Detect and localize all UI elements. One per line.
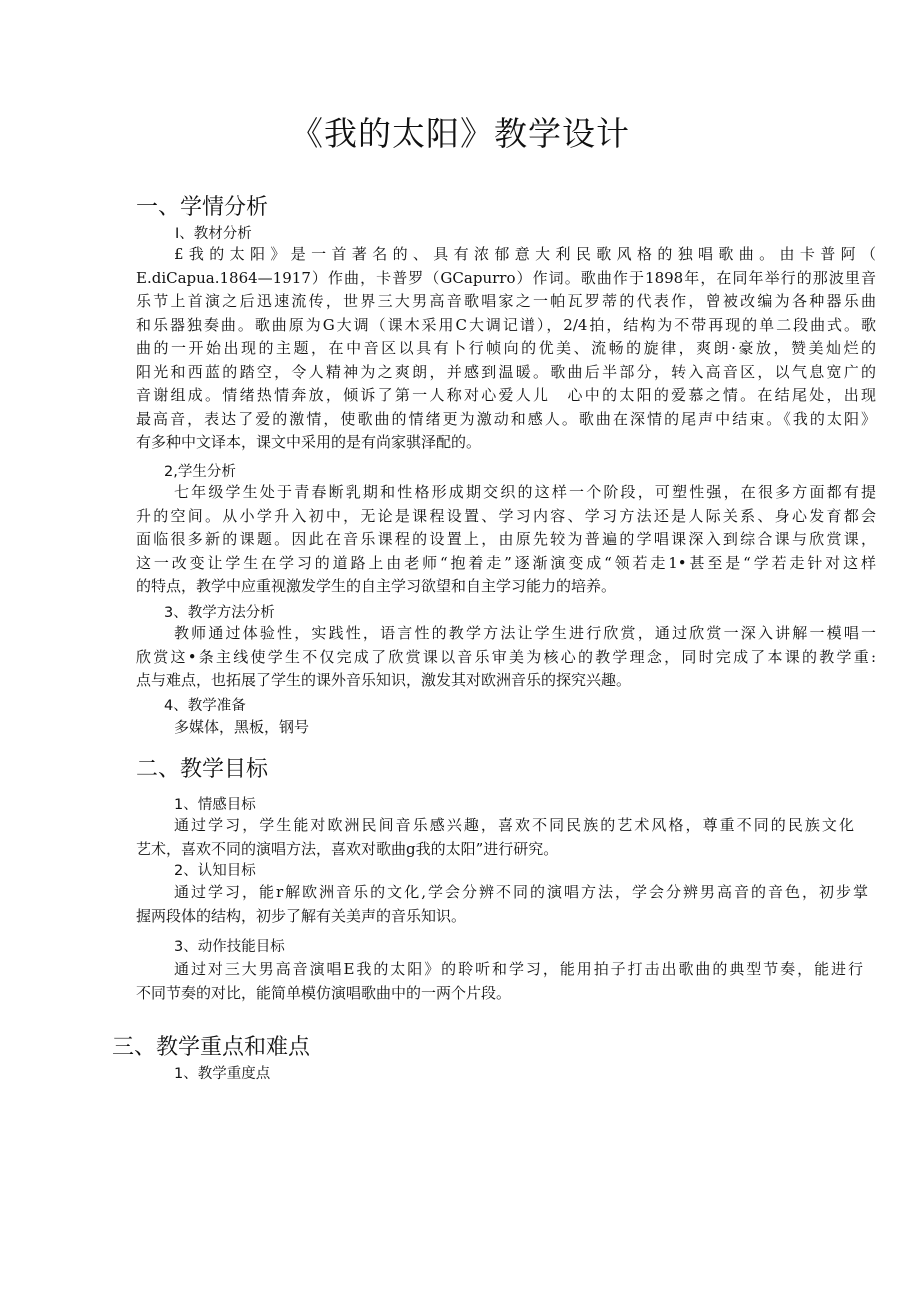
paragraph-1-4: 多媒体，黑板，钢号: [174, 718, 310, 736]
text-line: 乐节上首演之后迅速流传，世界三大男高音歌唱家之一帕瓦罗蒂的代表作，曾被改编为各种器乐曲: [136, 292, 876, 310]
section-2-heading: 二、教学目标: [136, 757, 269, 782]
text-line: 阳光和西蓝的踏空，令人精神为之爽朗，并感到温暖。歌曲后半部分，转入高音区，以气息宽广的: [136, 362, 876, 381]
text-line: 欣赏这•条主线使学生不仅完成了欣赏课以音乐审美为核心的教学理念，同时完成了本课的教学重:: [136, 647, 876, 666]
paragraph-2-1: [136, 814, 854, 861]
paragraph-1-2: [136, 481, 876, 599]
text-line: 不同节奏的对比，能简单模仿演唱歌曲中的一两个片段。: [136, 983, 512, 1002]
subsection-1-4-heading: 4、教学准备: [164, 698, 246, 714]
subsection-1-1-heading: I、教材分析: [175, 226, 252, 242]
paragraph-1-3: [136, 622, 876, 693]
text-line: 握两段体的结构，初步了解有关美声的音乐知识。: [136, 906, 467, 925]
subsection-3-1-heading: 1、教学重度点: [174, 1066, 271, 1082]
subsection-1-2-heading: 2,学生分析: [164, 464, 236, 480]
text-line: 教师通过体验性，实践性，语言性的教学方法让学生进行欣赏，通过欣赏一深入讲解一模唱一: [174, 624, 876, 642]
text-line: 和乐器独奏曲。歌曲原为G大调（课木采用C大调记谱），2/4拍，结构为不带再现的单二段曲式。歌: [136, 315, 876, 334]
text-line: 通过学习，能r解欧洲音乐的文化,学会分辨不同的演唱方法，学会分辨男高音的音色，初步掌: [174, 883, 868, 901]
text-line: E.diCapua.1864—1917）作曲，卡普罗（GCapurro）作词。歌曲作于1898年，在同年举行的那波里音: [136, 268, 876, 287]
text-line: 这一改变让学生在学习的道路上由老师“抱着走”逐渐演变成“领若走1•甚至是“学若走针对这样: [136, 553, 876, 572]
section-3-heading: 三、教学重点和难点: [112, 1035, 311, 1060]
subsection-2-3-heading: 3、动作技能目标: [174, 939, 285, 955]
text-line: 曲的一开始出现的主题，在中音区以具有卜行帧向的优美、流畅的旋律，爽朗·豪放，赞美灿烂的: [136, 339, 876, 357]
text-line: 升的空间。从小学升入初中，无论是课程设置、学习内容、学习方法还是人际关系、身心发育都会: [136, 506, 876, 525]
paragraph-2-3: [136, 958, 863, 1005]
section-1-heading: 一、学情分析: [136, 195, 269, 220]
text-line: 音谢组成。情绪热情奔放，倾诉了第一人称对心爱人儿 心中的太阳的爱慕之情。在结尾处，出现: [136, 386, 876, 404]
text-line: 有多种中文译本，课文中采用的是有尚家骐泽配的。: [136, 433, 482, 451]
subsection-2-2-heading: 2、认知目标: [174, 863, 256, 879]
text-line: 点与难点，也拓展了学生的课外音乐知识，激发其对欧洲音乐的探究兴趣。: [136, 671, 632, 689]
text-line: 的特点，教学中应重视激发学生的自主学习欲望和自主学习能力的培养。: [136, 577, 617, 595]
text-line: 艺术，喜欢不同的演唱方法，喜欢对歌曲g我的太阳”进行研究。: [136, 839, 559, 858]
text-line: 通过对三大男高音演唱E我的太阳》的聆听和学习，能用拍子打击出歌曲的典型节奏，能进行: [174, 960, 863, 978]
text-line: 最高音，表达了爱的激情，使歌曲的情绪更为激动和感人。歌曲在深情的尾声中结束。《我的太阳》: [136, 409, 876, 428]
subsection-2-1-heading: 1、情感目标: [174, 797, 256, 813]
text-line: 通过学习，学生能对欧洲民间音乐感兴趣，喜欢不同民族的艺术风格，尊重不同的民族文化: [174, 816, 854, 834]
subsection-1-3-heading: 3、教学方法分析: [164, 605, 275, 621]
text-line: 七年级学生处于青春断乳期和性格形成期交织的这样一个阶段，可塑性强，在很多方面都有提: [174, 483, 876, 501]
text-line: £我的太阳》是一首著名的、具有浓郁意大利民歌风格的独唱歌曲。由卡普阿（: [174, 245, 876, 263]
paragraph-1-1: [136, 243, 876, 455]
paragraph-2-2: [136, 881, 868, 928]
text-line: 面临很多新的课题。因此在音乐课程的设置上，由原先较为普遍的学唱课深入到综合课与欣赏课，: [136, 530, 876, 548]
page-title: 《我的太阳》教学设计: [290, 114, 630, 153]
